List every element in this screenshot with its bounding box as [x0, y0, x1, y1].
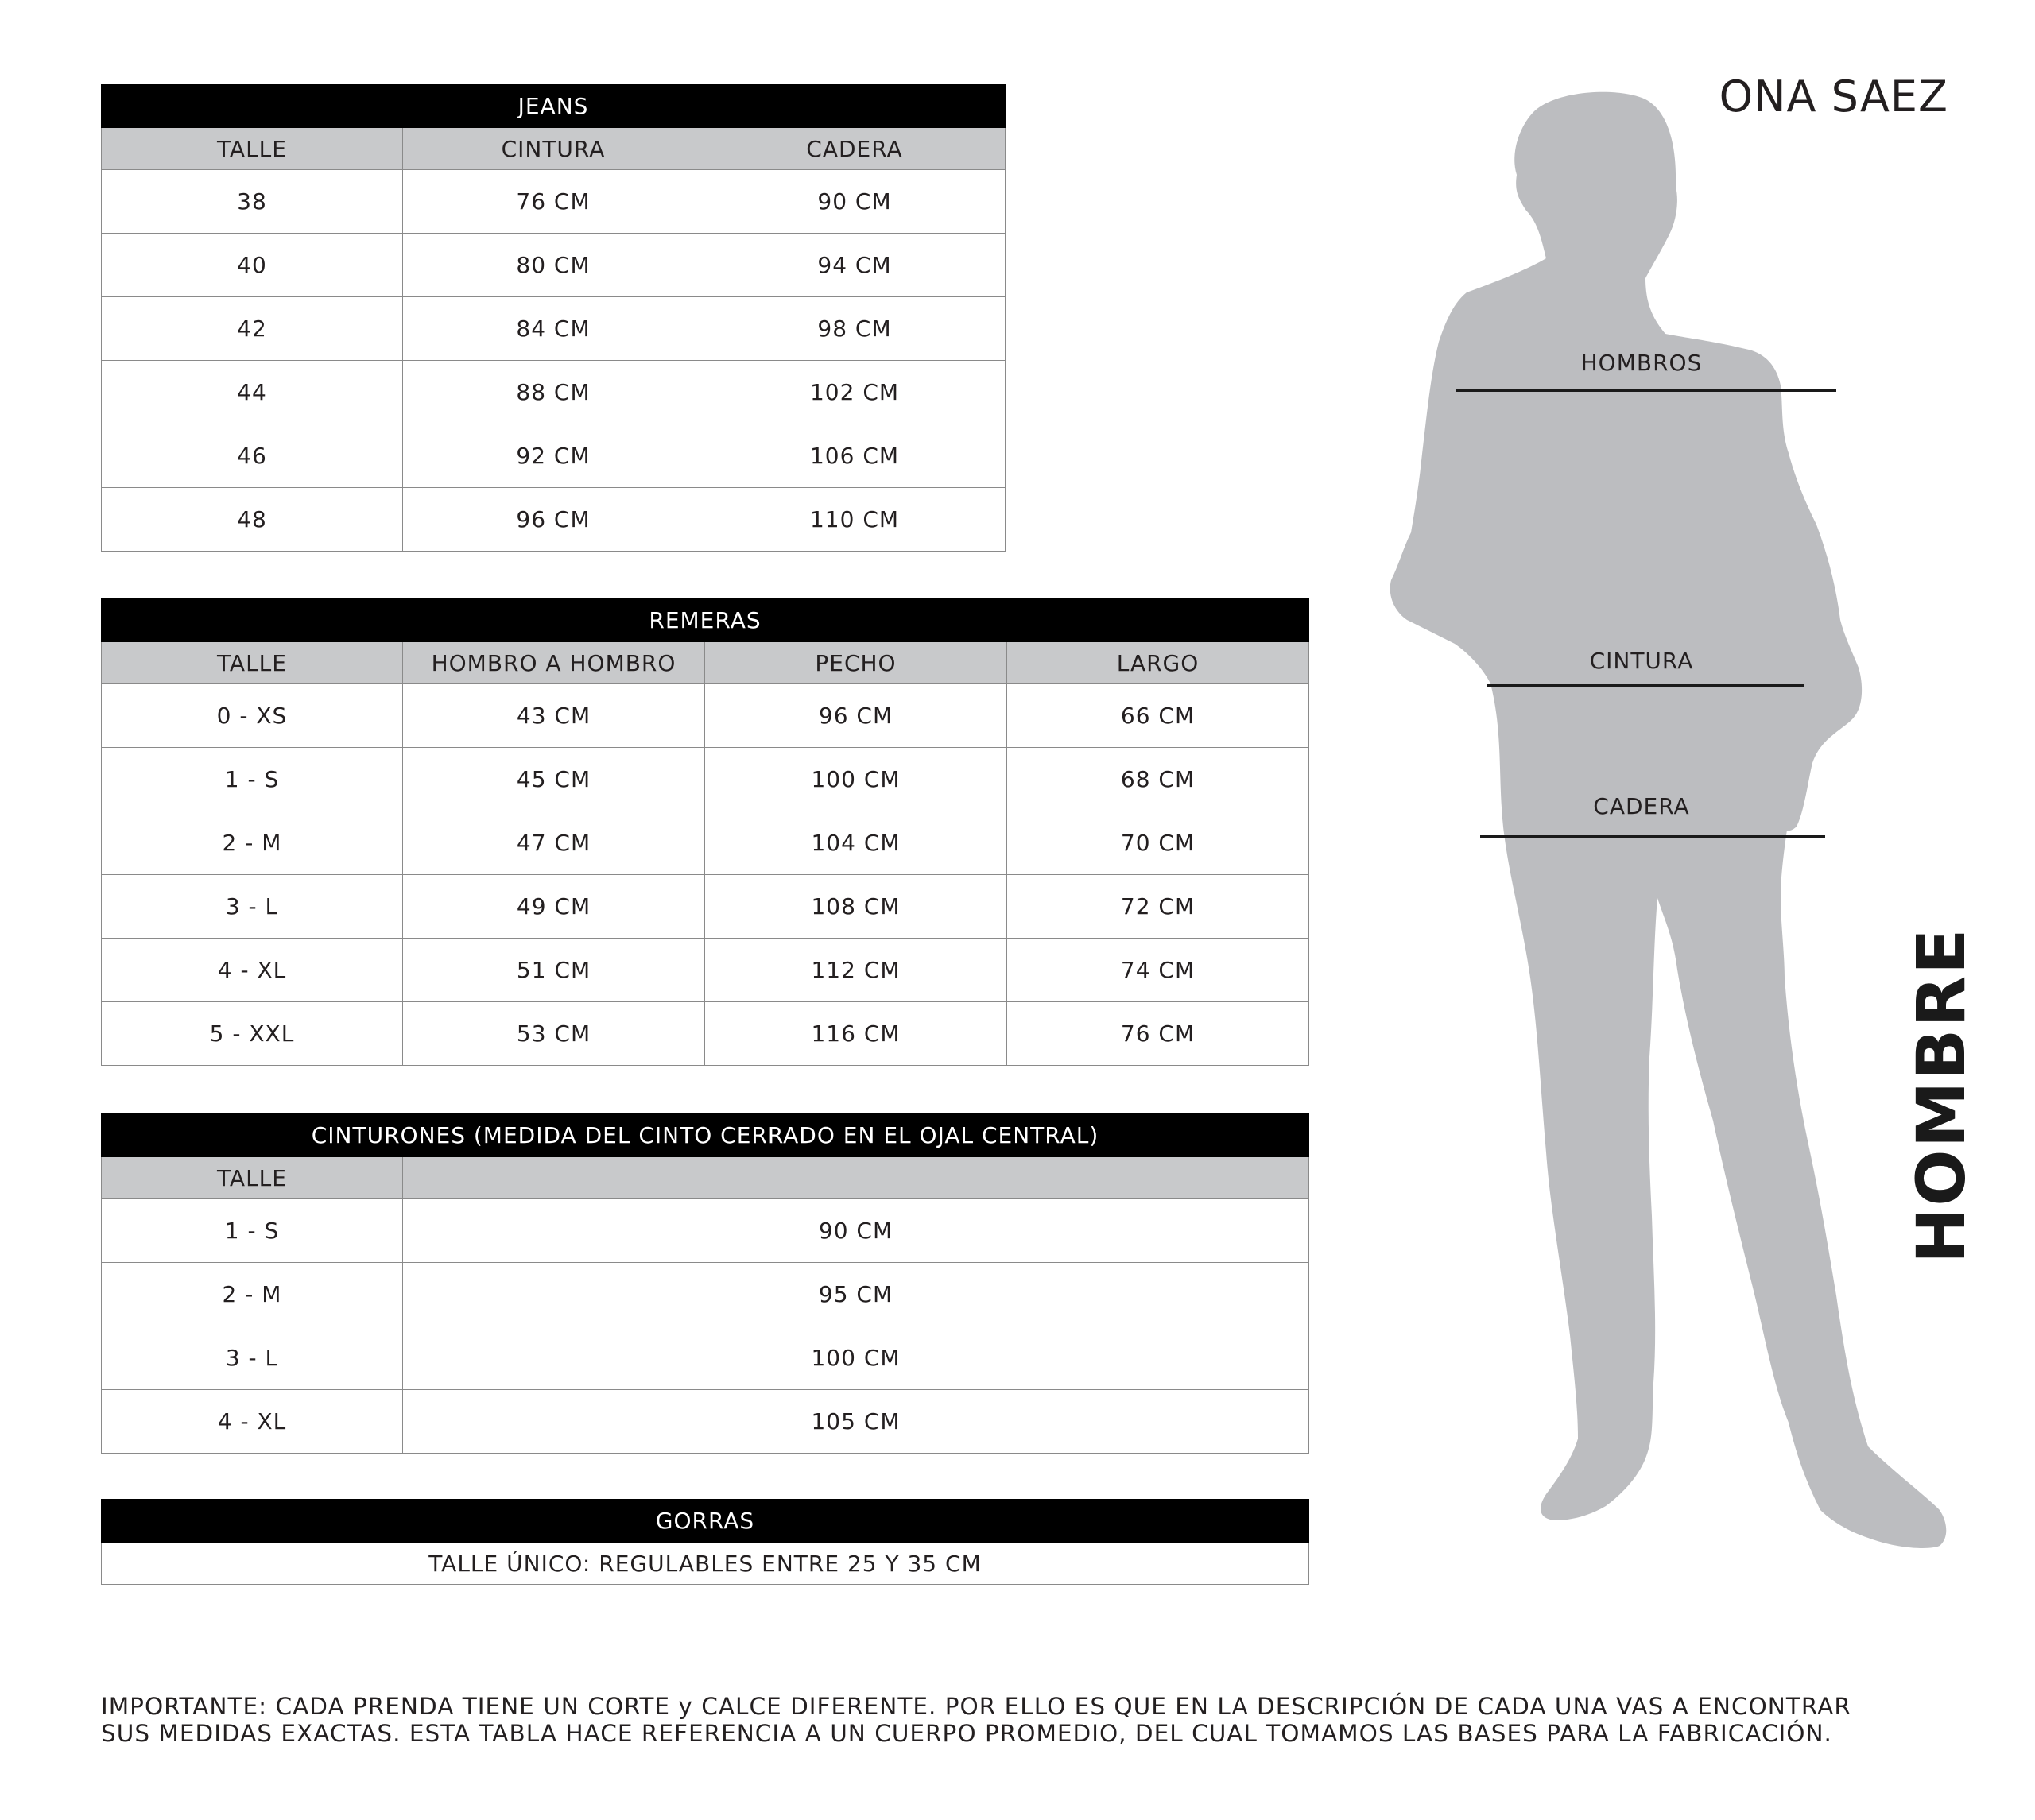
- cadera-line: [1480, 835, 1825, 838]
- table-cell: 112 CM: [705, 939, 1007, 1002]
- table-cell: 92 CM: [403, 424, 704, 488]
- table-cell: 74 CM: [1007, 939, 1309, 1002]
- table-cell: 90 CM: [403, 1199, 1309, 1263]
- table-cell: 4 - XL: [102, 939, 403, 1002]
- table-cell: 51 CM: [403, 939, 705, 1002]
- remeras-header-pecho: PECHO: [705, 642, 1007, 684]
- important-note: [101, 1693, 1953, 1747]
- table-cell: 76 CM: [403, 170, 704, 234]
- table-row: [102, 1199, 1309, 1263]
- silhouette-shape: [1390, 92, 1947, 1548]
- table-cell: 108 CM: [705, 875, 1007, 939]
- table-cell: 96 CM: [705, 684, 1007, 748]
- hombros-label: HOMBROS: [1580, 350, 1703, 376]
- cinturones-header-talle: TALLE: [102, 1157, 403, 1199]
- table-cell: 100 CM: [403, 1326, 1309, 1390]
- remeras-size-table: [101, 598, 1309, 1066]
- table-cell: 110 CM: [704, 488, 1006, 552]
- table-cell: 48: [102, 488, 403, 552]
- gorras-text: TALLE ÚNICO: REGULABLES ENTRE 25 Y 35 CM: [102, 1543, 1309, 1585]
- table-cell: 70 CM: [1007, 811, 1309, 875]
- cintura-label: CINTURA: [1589, 648, 1694, 674]
- jeans-size-table: [101, 84, 1006, 552]
- table-cell: 45 CM: [403, 748, 705, 811]
- cinturones-title: CINTURONES (MEDIDA DEL CINTO CERRADO EN EL OJAL CENTRAL): [102, 1114, 1309, 1157]
- table-cell: 88 CM: [403, 361, 704, 424]
- table-cell: 1 - S: [102, 748, 403, 811]
- table-row: [102, 170, 1006, 234]
- table-row: [102, 1390, 1309, 1454]
- table-cell: 116 CM: [705, 1002, 1007, 1066]
- table-cell: 106 CM: [704, 424, 1006, 488]
- table-cell: 53 CM: [403, 1002, 705, 1066]
- table-row: [102, 297, 1006, 361]
- table-cell: 1 - S: [102, 1199, 403, 1263]
- cinturones-size-table: [101, 1113, 1309, 1454]
- remeras-title: REMERAS: [102, 599, 1309, 642]
- table-row: [102, 1002, 1309, 1066]
- table-cell: 95 CM: [403, 1263, 1309, 1326]
- table-row: [102, 488, 1006, 552]
- table-cell: 84 CM: [403, 297, 704, 361]
- jeans-header-talle: TALLE: [102, 128, 403, 170]
- man-silhouette-figure: [1383, 79, 1956, 1590]
- cadera-label: CADERA: [1593, 793, 1690, 819]
- table-cell: 4 - XL: [102, 1390, 403, 1454]
- table-cell: 2 - M: [102, 1263, 403, 1326]
- table-cell: 38: [102, 170, 403, 234]
- gorras-title: GORRAS: [102, 1500, 1309, 1543]
- table-cell: 2 - M: [102, 811, 403, 875]
- table-cell: 68 CM: [1007, 748, 1309, 811]
- table-cell: 66 CM: [1007, 684, 1309, 748]
- table-cell: 98 CM: [704, 297, 1006, 361]
- gender-label-text: HOMBRE: [1902, 927, 1980, 1264]
- cinturones-header-blank: [403, 1157, 1309, 1199]
- remeras-header-talle: TALLE: [102, 642, 403, 684]
- table-row: [102, 748, 1309, 811]
- jeans-header-cintura: CINTURA: [403, 128, 704, 170]
- cintura-line: [1487, 684, 1804, 687]
- table-cell: 0 - XS: [102, 684, 403, 748]
- table-cell: 104 CM: [705, 811, 1007, 875]
- table-row: [102, 361, 1006, 424]
- table-cell: 96 CM: [403, 488, 704, 552]
- table-cell: 46: [102, 424, 403, 488]
- table-row: [102, 1326, 1309, 1390]
- table-cell: 72 CM: [1007, 875, 1309, 939]
- table-cell: 94 CM: [704, 234, 1006, 297]
- remeras-header-largo: LARGO: [1007, 642, 1309, 684]
- table-row: [102, 684, 1309, 748]
- table-cell: 44: [102, 361, 403, 424]
- table-row: [102, 234, 1006, 297]
- table-cell: 5 - XXL: [102, 1002, 403, 1066]
- gorras-size-table: [101, 1499, 1309, 1585]
- note-line-1: IMPORTANTE: CADA PRENDA TIENE UN CORTE y CALCE DIFERENTE. POR ELLO ES QUE EN LA DESCRIPCIÓN DE CADA UNA VAS A ENCONTRAR: [101, 1693, 1851, 1720]
- table-cell: 49 CM: [403, 875, 705, 939]
- jeans-header-cadera: CADERA: [704, 128, 1006, 170]
- table-row: [102, 424, 1006, 488]
- table-row: [102, 875, 1309, 939]
- table-cell: 80 CM: [403, 234, 704, 297]
- table-cell: 3 - L: [102, 1326, 403, 1390]
- table-cell: 3 - L: [102, 875, 403, 939]
- table-row: [102, 1263, 1309, 1326]
- table-cell: 102 CM: [704, 361, 1006, 424]
- table-row: [102, 939, 1309, 1002]
- jeans-title: JEANS: [102, 85, 1006, 128]
- table-cell: 90 CM: [704, 170, 1006, 234]
- table-cell: 43 CM: [403, 684, 705, 748]
- table-cell: 105 CM: [403, 1390, 1309, 1454]
- table-cell: 42: [102, 297, 403, 361]
- table-cell: 76 CM: [1007, 1002, 1309, 1066]
- remeras-header-hombro: HOMBRO A HOMBRO: [403, 642, 705, 684]
- table-row: [102, 811, 1309, 875]
- table-cell: 47 CM: [403, 811, 705, 875]
- table-cell: 40: [102, 234, 403, 297]
- brand-logo: ONA SAEZ: [1719, 72, 1948, 122]
- note-line-2: SUS MEDIDAS EXACTAS. ESTA TABLA HACE REFERENCIA A UN CUERPO PROMEDIO, DEL CUAL TOMAMOS LAS BASES PARA LA FABRICACIÓN.: [101, 1720, 1832, 1747]
- table-cell: 100 CM: [705, 748, 1007, 811]
- hombros-line: [1456, 389, 1836, 392]
- table-row: [102, 1543, 1309, 1585]
